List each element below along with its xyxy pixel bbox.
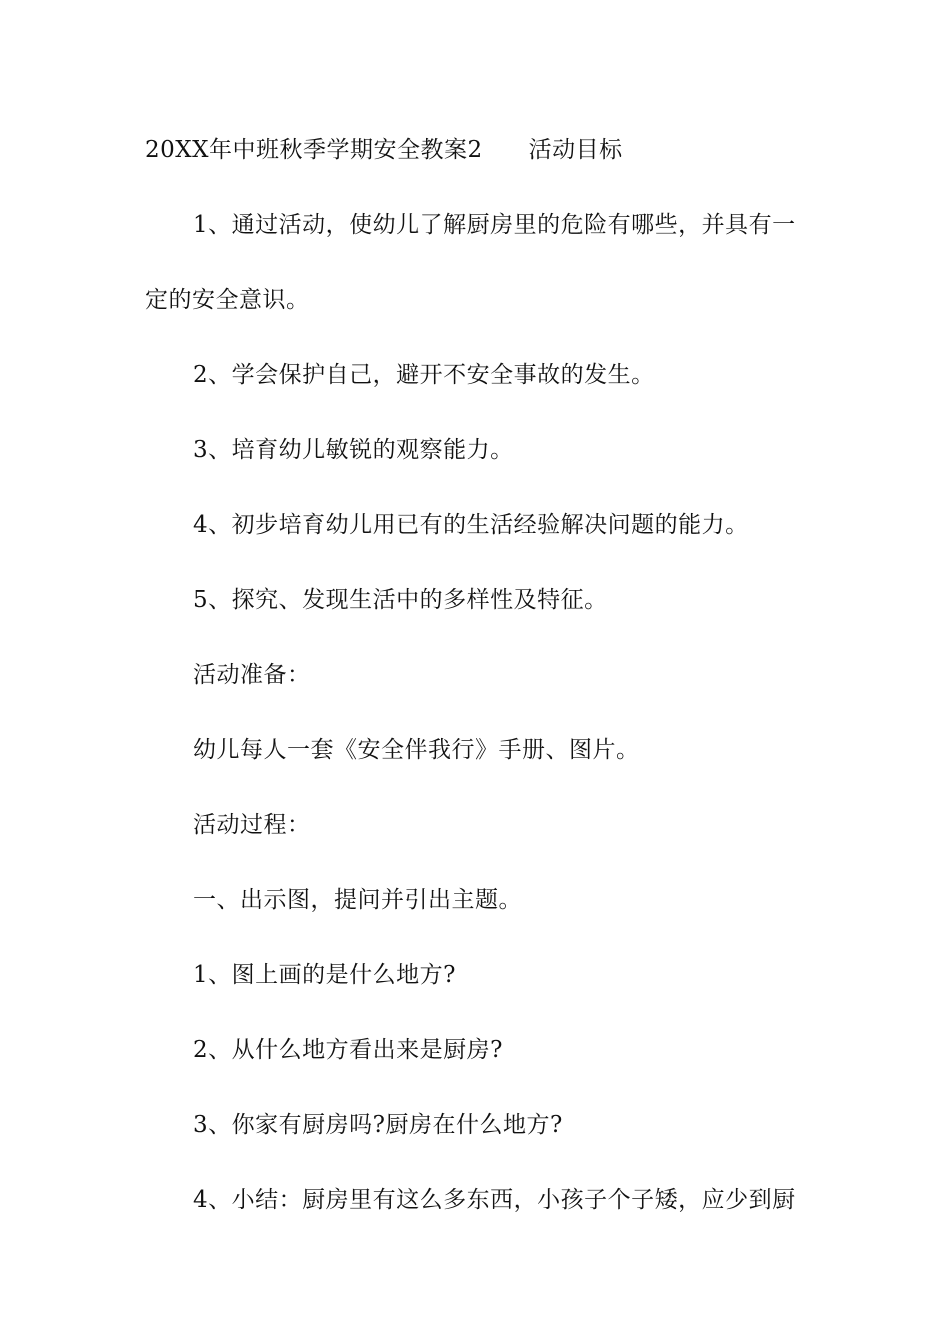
question-2: 2、从什么地方看出来是厨房? bbox=[193, 1037, 503, 1063]
goal-3: 3、培育幼儿敏锐的观察能力。 bbox=[193, 437, 514, 463]
goal-5: 5、探究、发现生活中的多样性及特征。 bbox=[193, 587, 608, 613]
process-step-1: 一、出示图，提问并引出主题。 bbox=[193, 887, 522, 913]
question-1: 1、图上画的是什么地方? bbox=[193, 962, 456, 988]
section-heading-preparation: 活动准备： bbox=[193, 662, 311, 688]
goal-1-line-2: 定的安全意识。 bbox=[145, 287, 310, 313]
goal-2: 2、学会保护自己，避开不安全事故的发生。 bbox=[193, 362, 655, 388]
section-heading-process: 活动过程： bbox=[193, 812, 311, 838]
document-title-line bbox=[145, 135, 623, 165]
goal-4: 4、初步培育幼儿用已有的生活经验解决问题的能力。 bbox=[193, 512, 749, 538]
summary-line: 4、小结：厨房里有这么多东西，小孩子个子矮，应少到厨 bbox=[193, 1187, 796, 1213]
preparation-text: 幼儿每人一套《安全伴我行》手册、图片。 bbox=[193, 737, 640, 763]
question-3: 3、你家有厨房吗?厨房在什么地方? bbox=[193, 1112, 563, 1138]
goal-1-line-1: 1、通过活动，使幼儿了解厨房里的危险有哪些，并具有一 bbox=[193, 212, 796, 238]
document-title: 20XX年中班秋季学期安全教案2 bbox=[145, 137, 483, 163]
section-heading-activity-goals: 活动目标 bbox=[528, 137, 623, 163]
